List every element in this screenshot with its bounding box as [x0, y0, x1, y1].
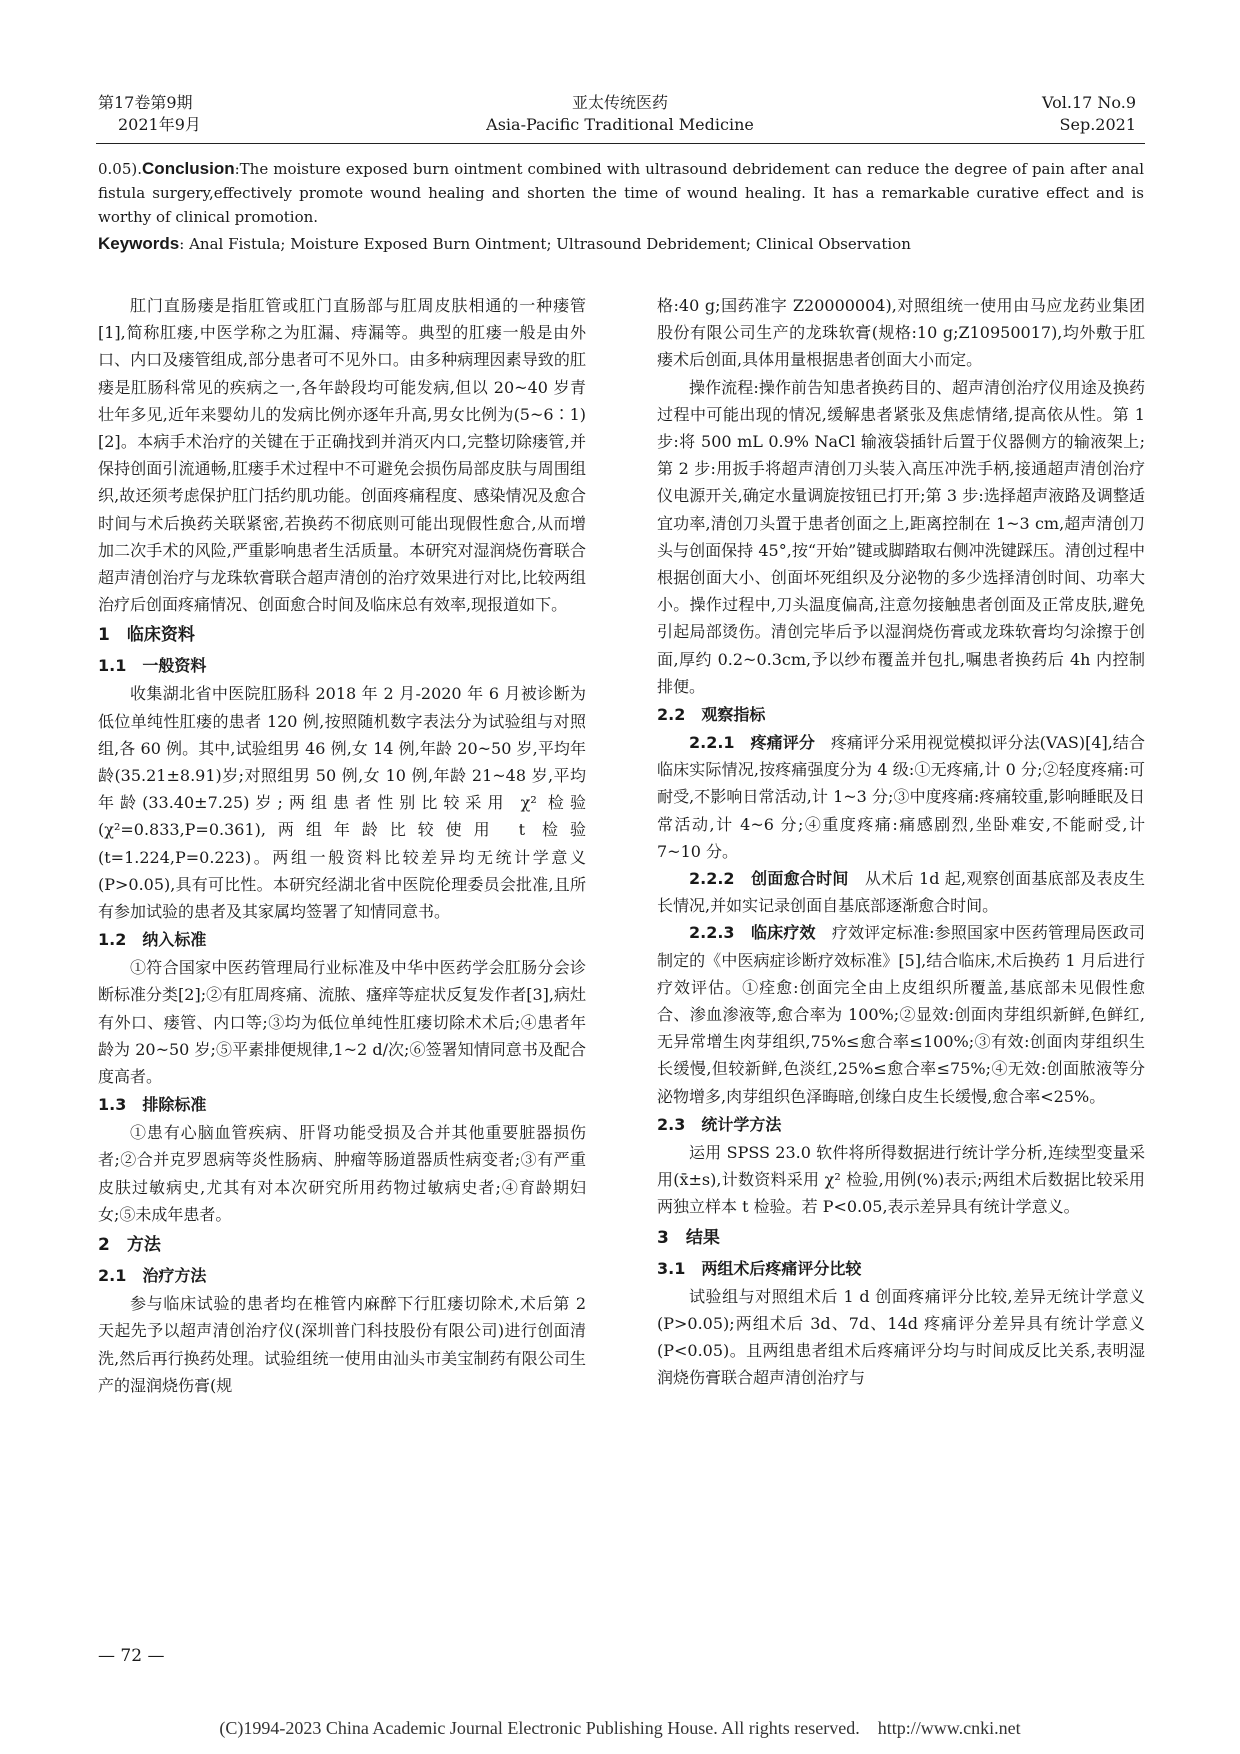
subsection-title: 2.2.2 创面愈合时间: [689, 869, 849, 889]
section-heading: 1 临床资料: [98, 625, 195, 646]
issue-date-en: Sep.2021: [1059, 115, 1136, 134]
volume-issue: 第17卷第9期: [98, 93, 193, 112]
conclusion-text: :The moisture exposed burn ointment combined with ultrasound debridement can reduce the degree of pain after anal fistula surgery,effectively promote wound healing and shorten the time of wound healing. It has a remarkable curative effect and is worthy of clinical promotion.: [98, 160, 1144, 226]
subsection-title: 2.2.3 临床疗效: [689, 923, 816, 943]
subsection-text: 从术后 1d 起,观察创面基底部及表皮生长情况,并如实记录创面自基底部逐渐愈合时间。: [657, 869, 1145, 916]
keywords-label: Keywords: [98, 234, 180, 253]
subsection-heading: 1.1 一般资料: [98, 656, 207, 676]
subsection-paragraph: [657, 729, 1145, 865]
subsection-heading: 2.2 观察指标: [657, 705, 766, 725]
conclusion-label: Conclusion: [142, 159, 235, 178]
subsection-heading: 1.3 排除标准: [98, 1095, 207, 1115]
subsection-paragraph: [657, 919, 1145, 1109]
journal-title-cn: 亚太传统医药: [571, 93, 668, 112]
section-heading: 3 结果: [657, 1227, 720, 1248]
section-heading: 2 方法: [98, 1235, 161, 1256]
copyright-footer: (C)1994-2023 China Academic Journal Electronic Publishing House. All rights reserved. http://www.cnki.net: [219, 1718, 1021, 1738]
keywords-text: : Anal Fistula; Moisture Exposed Burn Ointment; Ultrasound Debridement; Clinical Observation: [179, 235, 911, 253]
body-paragraph: ①符合国家中医药管理局行业标准及中华中医药学会肛肠分会诊断标准分类[2];②有肛周疼痛、流脓、瘙痒等症状反复发作者[3],病灶有外口、瘘管、内口等;③均为低位单纯性肛瘘切除术术后;④患者年龄为 20~50 岁;⑤平素排便规律,1~2 d/次;⑥签署知情同意书及配合度高者。: [98, 958, 586, 1087]
subsection-text: 疗效评定标准:参照国家中医药管理局医政司制定的《中医病症诊断疗效标准》[5],结合临床,术后换药 1 月后进行疗效评估。①痊愈:创面完全由上皮组织所覆盖,基底部未见假性愈合、渗血渗液等,愈合率为 100%;②显效:创面肉芽组织新鲜,色鲜红,无异常增生肉芽组织,75%≤愈合率≤100%;③有效:创面肉芽组织生长缓慢,但较新鲜,色淡红,25%≤愈合率≤75%;④无效:创面脓液等分泌物增多,肉芽组织色泽晦暗,创缘白皮生长缓慢,愈合率<25%。: [657, 923, 1145, 1106]
subsection-heading: 2.3 统计学方法: [657, 1114, 782, 1134]
body-paragraph: 操作流程:操作前告知患者换药目的、超声清创治疗仪用途及换药过程中可能出现的情况,缓解患者紧张及焦虑情绪,提高依从性。第 1 步:将 500 mL 0.9% NaCl 输液袋插针后置于仪器侧方的输液架上;第 2 步:用扳手将超声清创刀头装入高压冲洗手柄,接通超声清创治疗仪电源开关,确定水量调旋按钮已打开;第 3 步:选择超声液路及调整适宜功率,清创刀头置于患者创面之上,距离控制在 1~3 cm,超声清创刀头与创面保持 45°,按“开始”键或脚踏取右侧冲洗键踩压。清创过程中根据创面大小、创面坏死组织及分泌物的多少选择清创时间、功率大小。操作过程中,刀头温度偏高,注意勿接触患者创面及正常皮肤,避免引起局部烫伤。清创完毕后予以湿润烧伤膏或龙珠软膏均匀涂擦于创面,厚约 0.2~0.3cm,予以纱布覆盖并包扎,嘱患者换药后 4h 内控制排便。: [657, 377, 1145, 696]
subsection-title: 2.2.1 疼痛评分: [689, 733, 815, 753]
body-paragraph: 试验组与对照组术后 1 d 创面疼痛评分比较,差异无统计学意义(P>0.05);两组术后 3d、7d、14d 疼痛评分差异具有统计学意义(P<0.05)。且两组患者组术后疼痛评分均与时间成反比关系,表明湿润烧伤膏联合超声清创治疗与: [657, 1286, 1145, 1388]
keywords: [98, 232, 1144, 256]
body-paragraph-continued: 格:40 g;国药准字 Z20000004),对照组统一使用由马应龙药业集团股份有限公司生产的龙珠软膏(规格:10 g;Z10950017),均外敷于肛瘘术后创面,具体用量根据患者创面大小而定。: [657, 296, 1145, 370]
journal-issue-en: [1042, 92, 1136, 136]
subsection-text: 疼痛评分采用视觉模拟评分法(VAS)[4],结合临床实际情况,按疼痛强度分为 4 级:①无疼痛,计 0 分;②轻度疼痛:可耐受,不影响日常活动,计 1~3 分;③中度疼痛:疼痛较重,影响睡眠及日常活动,计 4~6 分;④重度疼痛:痛感剧烈,坐卧难安,不能耐受,计 7~10 分。: [657, 733, 1145, 861]
subsection-paragraph: [657, 865, 1145, 919]
journal-title-en: Asia-Pacific Traditional Medicine: [486, 115, 754, 134]
page-number: — 72 —: [98, 1646, 165, 1666]
right-column: [657, 292, 1145, 1391]
subsection-heading: 2.1 治疗方法: [98, 1266, 207, 1286]
issue-date: 2021年9月: [118, 115, 201, 134]
body-paragraph: 参与临床试验的患者均在椎管内麻醉下行肛瘘切除术,术后第 2 天起先予以超声清创治疗仪(深圳普门科技股份有限公司)进行创面清洗,然后再行换药处理。试验组统一使用由汕头市美宝制药有限公司生产的湿润烧伤膏(规: [98, 1294, 586, 1395]
body-paragraph: 肛门直肠瘘是指肛管或肛门直肠部与肛周皮肤相通的一种瘘管[1],简称肛瘘,中医学称之为肛漏、痔漏等。典型的肛瘘一般是由外口、内口及瘘管组成,部分患者可不见外口。由多种病理因素导致的肛瘘是肛肠科常见的疾病之一,各年龄段均可能发病,但以 20~40 岁青壮年多见,近年来婴幼儿的发病比例亦逐年升高,男女比例为(5~6∶1)[2]。本病手术治疗的关键在于正确找到并消灭内口,完整切除瘘管,并保持创面引流通畅,肛瘘手术过程中不可避免会损伤局部皮肤与周围组织,故还须考虑保护肛门括约肌功能。创面疼痛程度、感染情况及愈合时间与术后换药关联紧密,若换药不彻底则可能出现假性愈合,从而增加二次手术的风险,严重影响患者生活质量。本研究对湿润烧伤膏联合超声清创治疗与龙珠软膏联合超声清创的治疗效果进行对比,比较两组治疗后创面疼痛情况、创面愈合时间及临床总有效率,现报道如下。: [98, 296, 586, 615]
body-paragraph: ①患有心脑血管疾病、肝肾功能受损及合并其他重要脏器损伤者;②合并克罗恩病等炎性肠病、肿瘤等肠道器质性病变者;③有严重皮肤过敏病史,尤其有对本次研究所用药物过敏病史者;④育龄期妇女;⑤未成年患者。: [98, 1123, 586, 1224]
abstract-conclusion: [98, 157, 1144, 229]
header-divider: [96, 143, 1145, 144]
abstract-prefix: 0.05).: [98, 160, 143, 178]
subsection-heading: 3.1 两组术后疼痛评分比较: [657, 1258, 862, 1278]
subsection-heading: 1.2 纳入标准: [98, 930, 207, 950]
left-column: [98, 292, 586, 1399]
body-paragraph: 运用 SPSS 23.0 软件将所得数据进行统计学分析,连续型变量采用(x̄±s),计数资料采用 χ² 检验,用例(%)表示;两组术后数据比较采用两独立样本 t 检验。若 P<0.05,表示差异具有统计学意义。: [657, 1142, 1145, 1217]
body-paragraph: 收集湖北省中医院肛肠科 2018 年 2 月-2020 年 6 月被诊断为低位单纯性肛瘘的患者 120 例,按照随机数字表法分为试验组与对照组,各 60 例。其中,试验组男 46 例,女 14 例,年龄 20~50 岁,平均年龄(35.21±8.91)岁;对照组男 50 例,女 10 例,年龄 21~48 岁,平均年龄(33.40±7.25)岁;两组患者性别比较采用 χ² 检验(χ²=0.833,P=0.361),两组年龄比较使用 t 检验(t=1.224,P=0.223)。两组一般资料比较差异均无统计学意义(P>0.05),具有可比性。本研究经湖北省中医院伦理委员会批准,且所有参加试验的患者及其家属均签署了知情同意书。: [98, 684, 586, 922]
volume-issue-en: Vol.17 No.9: [1042, 93, 1136, 112]
